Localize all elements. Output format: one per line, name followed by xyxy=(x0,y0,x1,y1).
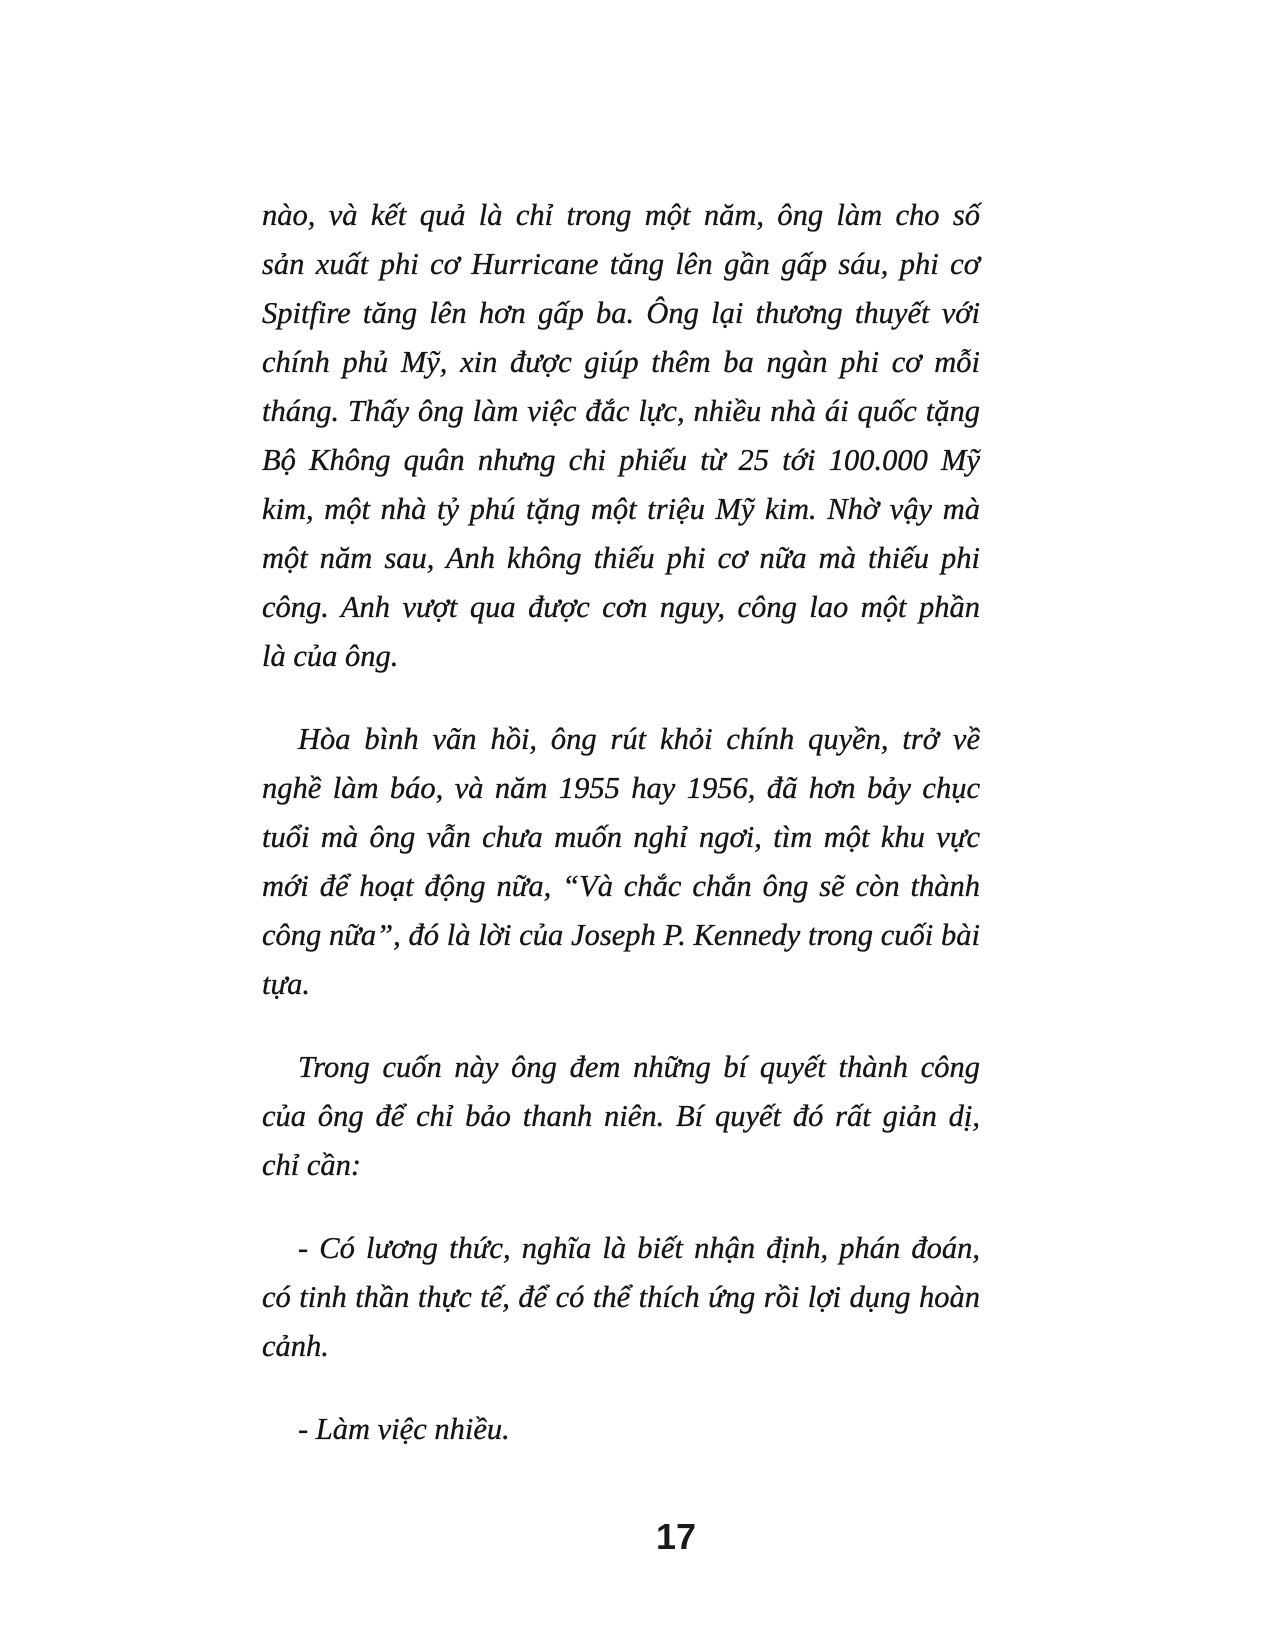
text-line: kim, một nhà tỷ phú tặng một triệu Mỹ kim. Nhờ vậy mà xyxy=(262,492,980,526)
page-number: 17 xyxy=(655,1516,697,1557)
text-line: - Làm việc nhiều. xyxy=(298,1412,510,1446)
text-line: một năm sau, Anh không thiếu phi cơ nữa mà thiếu phi xyxy=(262,541,980,575)
text-line: tựa. xyxy=(262,967,310,1001)
text-line: chính phủ Mỹ, xin được giúp thêm ba ngàn phi cơ mỗi xyxy=(262,345,980,379)
text-line: của ông để chỉ bảo thanh niên. Bí quyết đó rất giản dị, xyxy=(262,1099,980,1133)
paragraph xyxy=(262,1224,980,1371)
text-line: sản xuất phi cơ Hurricane tăng lên gần gấp sáu, phi cơ xyxy=(262,247,980,281)
text-line: - Có lương thức, nghĩa là biết nhận định, phán đoán, xyxy=(298,1231,980,1265)
paragraph xyxy=(262,1405,980,1454)
text-line: là của ông. xyxy=(262,639,399,673)
text-line: công. Anh vượt qua được cơn nguy, công lao một phần xyxy=(262,590,980,624)
text-line: chỉ cần: xyxy=(262,1148,362,1182)
text-line: nào, và kết quả là chỉ trong một năm, ông làm cho số xyxy=(262,198,980,232)
paragraph xyxy=(262,1043,980,1190)
page-text xyxy=(262,191,980,1454)
text-line: công nữa”, đó là lời của Joseph P. Kennedy trong cuối bài xyxy=(262,918,980,952)
paragraph xyxy=(262,715,980,1009)
text-line: Bộ Không quân nhưng chi phiếu từ 25 tới 100.000 Mỹ xyxy=(262,443,980,477)
paragraph xyxy=(262,191,980,681)
text-line: mới để hoạt động nữa, “Và chắc chắn ông sẽ còn thành xyxy=(262,869,980,903)
text-line: có tinh thần thực tế, để có thể thích ứng rồi lợi dụng hoàn xyxy=(262,1280,980,1314)
text-line: Trong cuốn này ông đem những bí quyết thành công xyxy=(298,1050,980,1084)
text-line: cảnh. xyxy=(262,1329,329,1363)
text-line: Hòa bình vãn hồi, ông rút khỏi chính quyền, trở về xyxy=(298,722,980,756)
text-line: tháng. Thấy ông làm việc đắc lực, nhiều nhà ái quốc tặng xyxy=(262,394,980,428)
text-line: Spitfire tăng lên hơn gấp ba. Ông lại thương thuyết với xyxy=(262,296,980,330)
text-line: tuổi mà ông vẫn chưa muốn nghỉ ngơi, tìm một khu vực xyxy=(262,820,980,854)
text-line: nghề làm báo, và năm 1955 hay 1956, đã hơn bảy chục xyxy=(262,771,980,805)
